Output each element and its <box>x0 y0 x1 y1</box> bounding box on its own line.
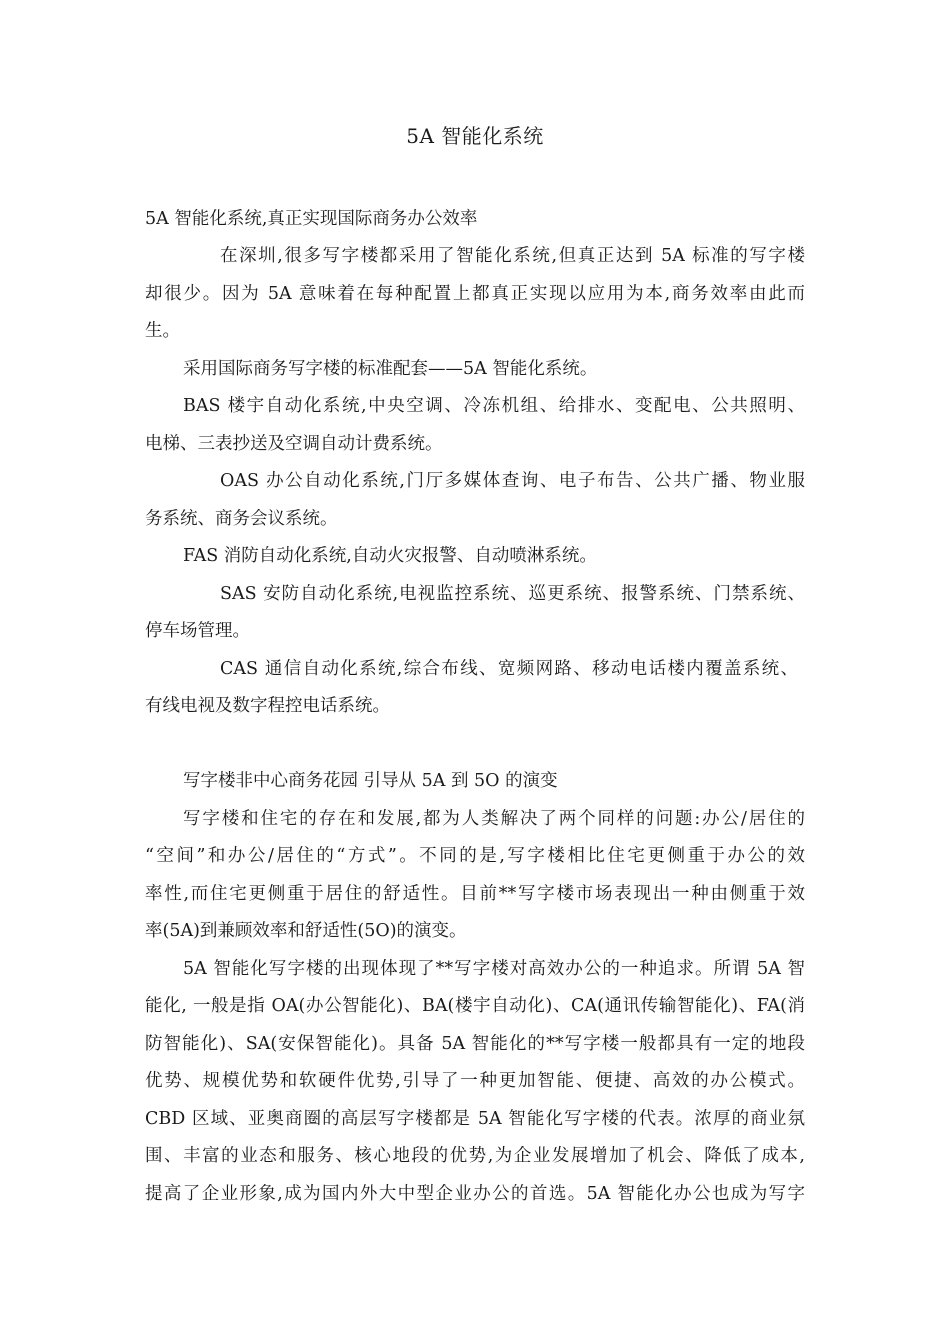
paragraph-line: 务系统、商务会议系统。 <box>145 509 338 529</box>
paragraph-line: 能化, 一般是指 OA(办公智能化)、BA(楼宇自动化)、CA(通讯传输智能化)、FA(消 <box>145 996 805 1016</box>
paragraph-line: OAS 办公自动化系统,门厅多媒体查询、电子布告、公共广播、物业服 <box>220 471 805 491</box>
paragraph-line: 率(5A)到兼顾效率和舒适性(5O)的演变。 <box>145 921 467 941</box>
paragraph-line: FAS 消防自动化系统,自动火灾报警、自动喷淋系统。 <box>183 546 597 566</box>
paragraph-line: 围、丰富的业态和服务、核心地段的优势,为企业发展增加了机会、降低了成本, <box>145 1146 805 1166</box>
paragraph-line: 提高了企业形象,成为国内外大中型企业办公的首选。5A 智能化办公也成为写字 <box>145 1184 805 1204</box>
document-title: 5A 智能化系统 <box>406 124 544 148</box>
paragraph-line: 却很少。因为 5A 意味着在每种配置上都真正实现以应用为本,商务效率由此而 <box>145 284 805 304</box>
paragraph-line: 有线电视及数字程控电话系统。 <box>145 696 390 716</box>
paragraph-line: “空间”和办公/居住的“方式”。不同的是,写字楼相比住宅更侧重于办公的效 <box>145 846 805 866</box>
paragraph-line: 5A 智能化写字楼的出现体现了**写字楼对高效办公的一种追求。所谓 5A 智 <box>183 959 805 979</box>
section-heading: 5A 智能化系统,真正实现国际商务办公效率 <box>145 209 478 229</box>
paragraph-line: 停车场管理。 <box>145 621 250 641</box>
paragraph-line: SAS 安防自动化系统,电视监控系统、巡更系统、报警系统、门禁系统、 <box>220 584 805 604</box>
paragraph-line: 优势、规模优势和软硬件优势,引导了一种更加智能、便捷、高效的办公模式。 <box>145 1071 805 1091</box>
paragraph-line: 电梯、三表抄送及空调自动计费系统。 <box>145 434 443 454</box>
paragraph-line: 采用国际商务写字楼的标准配套——5A 智能化系统。 <box>183 359 598 379</box>
paragraph-line: 在深圳,很多写字楼都采用了智能化系统,但真正达到 5A 标准的写字楼 <box>220 246 805 266</box>
section-heading: 写字楼非中心商务花园 引导从 5A 到 5O 的演变 <box>183 771 558 791</box>
paragraph-line: CBD 区域、亚奥商圈的高层写字楼都是 5A 智能化写字楼的代表。浓厚的商业氛 <box>145 1109 805 1129</box>
paragraph-line: BAS 楼宇自动化系统,中央空调、冷冻机组、给排水、变配电、公共照明、 <box>183 396 805 416</box>
paragraph-line: 生。 <box>145 321 180 341</box>
paragraph-line: 率性,而住宅更侧重于居住的舒适性。目前**写字楼市场表现出一种由侧重于效 <box>145 884 805 904</box>
paragraph-line: CAS 通信自动化系统,综合布线、宽频网路、移动电话楼内覆盖系统、 <box>220 659 798 679</box>
paragraph-line: 防智能化)、SA(安保智能化)。具备 5A 智能化的**写字楼一般都具有一定的地段 <box>145 1034 805 1054</box>
paragraph-line: 写字楼和住宅的存在和发展,都为人类解决了两个同样的问题:办公/居住的 <box>183 809 805 829</box>
